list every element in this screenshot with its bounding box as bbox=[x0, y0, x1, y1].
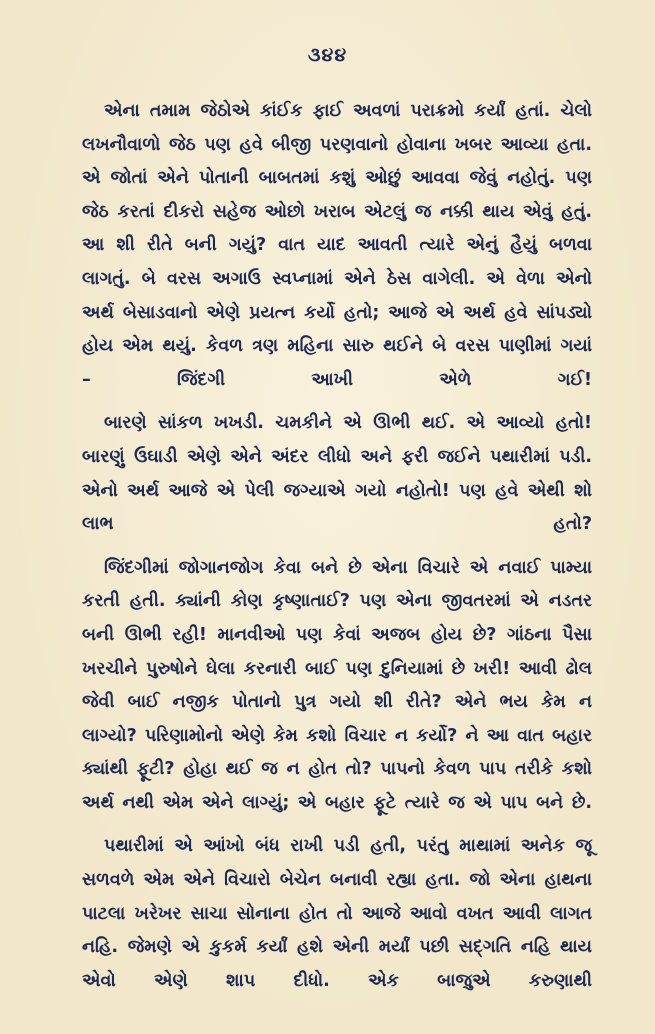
paragraph: બારણે સાંકળ ખખડી. ચમકીને એ ઊભી થઈ. એ આવ્યો હતો! બારણું ઉઘાડી એણે એને અંદર લીધો અને ફરી જઈને પથારીમાં પડી. એનો અર્થ આજે એ પેલી જગ્યાએ ગયો નહોતો! પણ હવે એથી શો લાભ હતો? bbox=[82, 413, 592, 535]
paragraph: જિંદગીમાં જોગાનજોગ કેવા બને છે એના વિચારે એ નવાઈ પામ્યા કરતી હતી. ક્યાંની કોણ કૃષ્ણાતાઈ? પણ એના જીવતરમાં એ નડતર બની ઊભી રહી! માનવીઓ પણ કેવાં અજબ હોય છે? ગાંઠના પૈસા ખરચીને પુરુષોને ઘેલા કરનારી બાઈ પણ દુનિયામાં છે ખરી! આવી ઢોલ જેવી બાઈ નજીક પોતાનો પુત્ર ગયો શી રીતે? એને ભય કેમ ન લાગ્યો? પરિણામોનો એણે કેમ કશો વિચાર ન કર્યો? ને આ વાત બહાર ક્યાંથી ફૂટી? હોહા થઈ જ ન હોત તો? પાપનો કેવળ પાપ તરીકે કશો અર્થ નથી એમ એને લાગ્યું; એ બહાર ફૂટે ત્યારે જ એ પાપ બને છે. bbox=[82, 557, 592, 813]
body-text bbox=[82, 95, 592, 1008]
paragraph: પથારીમાં એ આંખો બંધ રાખી પડી હતી, પરંતુ માથામાં અનેક જૂ સળવળે એમ એને વિચારો બેચેન બનાવી રહ્યા હતા. જો એના હાથના પાટલા ખરેખર સાચા સોનાના હોત તો આજે આવો વખત આવી લાગત નહિ. જેમણે એ કુકર્મ કર્યાં હશે એની મર્યાં પછી સદ્ગતિ નહિ થાય એવો એણે શાપ દીધો. એક બાજુએ કરુણાથી bbox=[82, 836, 592, 991]
paragraph: એના તમામ જેઠોએ કાંઈક ફાઈ અવળાં પરાક્રમો કર્યાં હતાં. ચેલો લખનૌવાળો જેઠ પણ હવે બીજી પરણવાનો હોવાના ખબર આવ્યા હતા. એ જોતાં એને પોતાની બાબતમાં કશું ઓછું આવવા જેવું નહોતું. પણ જેઠ કરતાં દીકરો સહેજ ઓછો ખરાબ એટલું જ નક્કી થાય એવું હતું. આ શી રીતે બની ગયું? વાત યાદ આવતી ત્યારે એનું હૈયું બળવા લાગતું. બે વરસ અગાઉ સ્વપ્નામાં એને ઠેસ વાગેલી. એ વેળા એનો અર્થ બેસાડવાનો એણે પ્રયત્ન કર્યો હતો; આજે એ અર્થ હવે સાંપડ્યો હોય એમ થયું. કેવળ ત્રણ મહિના સારુ થઈને બે વરસ પાણીમાં ગયાં – જિંદગી આખી એળે ગઈ! bbox=[82, 101, 592, 390]
page-number: ૩૪૪ bbox=[307, 44, 348, 66]
